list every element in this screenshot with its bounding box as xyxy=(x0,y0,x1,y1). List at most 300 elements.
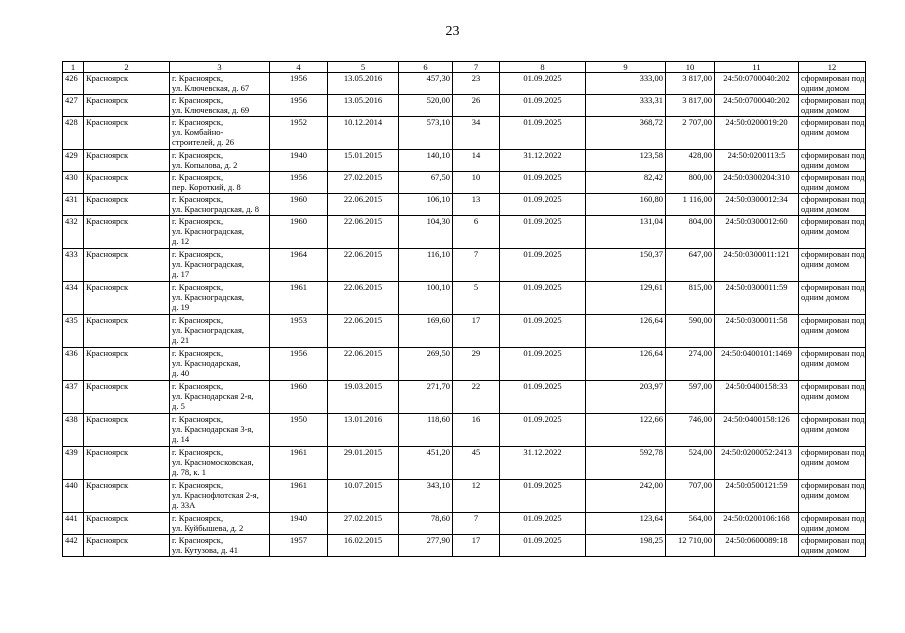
note-cell xyxy=(799,414,866,447)
deadline-cell: 01.09.2025 xyxy=(500,480,586,513)
address-cell xyxy=(170,414,270,447)
note-cell-line: одним домом xyxy=(801,391,850,401)
table-row xyxy=(63,73,866,95)
deadline-cell: 31.12.2022 xyxy=(500,447,586,480)
count-cell: 17 xyxy=(453,535,500,557)
date-cell: 22.06.2015 xyxy=(328,216,399,249)
note-cell xyxy=(799,282,866,315)
table-row xyxy=(63,381,866,414)
column-header: 4 xyxy=(270,62,328,73)
city-cell: Красноярск xyxy=(84,414,170,447)
city-cell: Красноярск xyxy=(84,535,170,557)
date-cell: 22.06.2015 xyxy=(328,194,399,216)
city-cell: Красноярск xyxy=(84,447,170,480)
rate-cell: 123,58 xyxy=(586,150,666,172)
column-number-row xyxy=(63,62,866,73)
row-number: 441 xyxy=(63,513,84,535)
deadline-cell: 01.09.2025 xyxy=(500,348,586,381)
build-year-cell: 1961 xyxy=(270,480,328,513)
build-year-cell: 1961 xyxy=(270,282,328,315)
table-row xyxy=(63,513,866,535)
note-cell-line: одним домом xyxy=(801,457,850,467)
area-cell: 277,90 xyxy=(399,535,453,557)
address-cell-line: д. 19 xyxy=(172,302,190,312)
address-cell-line: д. 21 xyxy=(172,335,190,345)
cadastral-number-cell: 24:50:0400101:1469 xyxy=(715,348,799,381)
note-cell-line: сформирован под xyxy=(801,447,865,457)
address-cell xyxy=(170,535,270,557)
note-cell-line: сформирован под xyxy=(801,348,865,358)
column-header: 12 xyxy=(799,62,866,73)
cost-cell: 815,00 xyxy=(666,282,715,315)
cost-cell: 3 817,00 xyxy=(666,73,715,95)
cadastral-number-cell: 24:50:0300011:121 xyxy=(715,249,799,282)
count-cell: 34 xyxy=(453,117,500,150)
address-cell-line: г. Красноярск, xyxy=(172,535,224,545)
city-cell: Красноярск xyxy=(84,249,170,282)
note-cell-line: сформирован под xyxy=(801,513,865,523)
city-cell: Красноярск xyxy=(84,117,170,150)
rate-cell: 123,64 xyxy=(586,513,666,535)
address-cell xyxy=(170,194,270,216)
note-cell-line: одним домом xyxy=(801,105,850,115)
table-row xyxy=(63,216,866,249)
table-row xyxy=(63,282,866,315)
rate-cell: 129,61 xyxy=(586,282,666,315)
address-cell xyxy=(170,117,270,150)
column-header: 7 xyxy=(453,62,500,73)
address-cell-line: д. 5 xyxy=(172,401,185,411)
note-cell-line: одним домом xyxy=(801,545,850,555)
area-cell: 78,60 xyxy=(399,513,453,535)
address-cell-line: г. Красноярск, xyxy=(172,249,224,259)
address-cell xyxy=(170,447,270,480)
address-cell-line: г. Красноярск, xyxy=(172,348,224,358)
note-cell xyxy=(799,381,866,414)
area-cell: 140,10 xyxy=(399,150,453,172)
address-cell-line: ул. Красноградская, д. 8 xyxy=(172,204,259,214)
cost-cell: 746,00 xyxy=(666,414,715,447)
deadline-cell: 01.09.2025 xyxy=(500,315,586,348)
build-year-cell: 1960 xyxy=(270,216,328,249)
cost-cell: 590,00 xyxy=(666,315,715,348)
rate-cell: 242,00 xyxy=(586,480,666,513)
note-cell-line: одним домом xyxy=(801,83,850,93)
housing-registry-table xyxy=(62,61,866,557)
note-cell-line: одним домом xyxy=(801,226,850,236)
cadastral-number-cell: 24:50:0700040:202 xyxy=(715,95,799,117)
note-cell xyxy=(799,447,866,480)
address-cell xyxy=(170,381,270,414)
address-cell-line: г. Красноярск, xyxy=(172,480,224,490)
cost-cell: 3 817,00 xyxy=(666,95,715,117)
note-cell-line: сформирован под xyxy=(801,172,865,182)
address-cell-line: ул. Красноградская, xyxy=(172,259,245,269)
rate-cell: 592,78 xyxy=(586,447,666,480)
deadline-cell: 01.09.2025 xyxy=(500,194,586,216)
count-cell: 29 xyxy=(453,348,500,381)
build-year-cell: 1940 xyxy=(270,513,328,535)
rate-cell: 203,97 xyxy=(586,381,666,414)
rate-cell: 333,31 xyxy=(586,95,666,117)
build-year-cell: 1957 xyxy=(270,535,328,557)
cost-cell: 524,00 xyxy=(666,447,715,480)
note-cell-line: сформирован под xyxy=(801,216,865,226)
rate-cell: 160,80 xyxy=(586,194,666,216)
row-number: 433 xyxy=(63,249,84,282)
area-cell: 451,20 xyxy=(399,447,453,480)
city-cell: Красноярск xyxy=(84,216,170,249)
note-cell xyxy=(799,117,866,150)
column-header: 5 xyxy=(328,62,399,73)
rate-cell: 131,04 xyxy=(586,216,666,249)
address-cell-line: д. 33А xyxy=(172,500,196,510)
column-header: 6 xyxy=(399,62,453,73)
deadline-cell: 01.09.2025 xyxy=(500,381,586,414)
address-cell-line: ул. Ключевская, д. 67 xyxy=(172,83,250,93)
address-cell xyxy=(170,513,270,535)
page-number: 23 xyxy=(445,24,460,39)
rate-cell: 368,72 xyxy=(586,117,666,150)
address-cell-line: ул. Красноградская, xyxy=(172,226,245,236)
column-header: 11 xyxy=(715,62,799,73)
note-cell xyxy=(799,315,866,348)
note-cell xyxy=(799,535,866,557)
cost-cell: 597,00 xyxy=(666,381,715,414)
row-number: 435 xyxy=(63,315,84,348)
cadastral-number-cell: 24:50:0200019:20 xyxy=(715,117,799,150)
city-cell: Красноярск xyxy=(84,282,170,315)
note-cell-line: одним домом xyxy=(801,182,850,192)
address-cell xyxy=(170,348,270,381)
count-cell: 45 xyxy=(453,447,500,480)
note-cell-line: одним домом xyxy=(801,127,850,137)
table-row xyxy=(63,447,866,480)
build-year-cell: 1940 xyxy=(270,150,328,172)
row-number: 437 xyxy=(63,381,84,414)
count-cell: 5 xyxy=(453,282,500,315)
note-cell-line: одним домом xyxy=(801,424,850,434)
date-cell: 13.05.2016 xyxy=(328,73,399,95)
address-cell-line: г. Красноярск, xyxy=(172,381,224,391)
address-cell-line: г. Красноярск, xyxy=(172,194,224,204)
rate-cell: 82,42 xyxy=(586,172,666,194)
rate-cell: 198,25 xyxy=(586,535,666,557)
cost-cell: 804,00 xyxy=(666,216,715,249)
count-cell: 17 xyxy=(453,315,500,348)
table-row xyxy=(63,172,866,194)
address-cell-line: д. 78, к. 1 xyxy=(172,467,206,477)
area-cell: 520,00 xyxy=(399,95,453,117)
address-cell-line: г. Красноярск, xyxy=(172,414,224,424)
city-cell: Красноярск xyxy=(84,480,170,513)
area-cell: 169,60 xyxy=(399,315,453,348)
note-cell-line: сформирован под xyxy=(801,535,865,545)
table-row xyxy=(63,315,866,348)
address-cell-line: г. Красноярск, xyxy=(172,117,224,127)
deadline-cell: 01.09.2025 xyxy=(500,414,586,447)
column-header: 3 xyxy=(170,62,270,73)
count-cell: 12 xyxy=(453,480,500,513)
address-cell xyxy=(170,480,270,513)
date-cell: 19.03.2015 xyxy=(328,381,399,414)
address-cell-line: г. Красноярск, xyxy=(172,95,224,105)
date-cell: 10.07.2015 xyxy=(328,480,399,513)
note-cell-line: одним домом xyxy=(801,523,850,533)
deadline-cell: 01.09.2025 xyxy=(500,216,586,249)
row-number: 429 xyxy=(63,150,84,172)
date-cell: 15.01.2015 xyxy=(328,150,399,172)
note-cell xyxy=(799,150,866,172)
address-cell xyxy=(170,172,270,194)
cost-cell: 564,00 xyxy=(666,513,715,535)
cadastral-number-cell: 24:50:0200113:5 xyxy=(715,150,799,172)
table-row xyxy=(63,414,866,447)
address-cell xyxy=(170,249,270,282)
table-row xyxy=(63,348,866,381)
area-cell: 104,30 xyxy=(399,216,453,249)
count-cell: 23 xyxy=(453,73,500,95)
build-year-cell: 1960 xyxy=(270,381,328,414)
cost-cell: 800,00 xyxy=(666,172,715,194)
address-cell-line: ул. Кутузова, д. 41 xyxy=(172,545,239,555)
table-row xyxy=(63,117,866,150)
row-number: 432 xyxy=(63,216,84,249)
address-cell xyxy=(170,315,270,348)
city-cell: Красноярск xyxy=(84,73,170,95)
date-cell: 22.06.2015 xyxy=(328,315,399,348)
address-cell-line: г. Красноярск, xyxy=(172,172,224,182)
address-cell-line: д. 12 xyxy=(172,236,190,246)
row-number: 442 xyxy=(63,535,84,557)
date-cell: 22.06.2015 xyxy=(328,282,399,315)
build-year-cell: 1956 xyxy=(270,172,328,194)
area-cell: 573,10 xyxy=(399,117,453,150)
date-cell: 13.05.2016 xyxy=(328,95,399,117)
date-cell: 13.01.2016 xyxy=(328,414,399,447)
address-cell-line: ул. Копылова, д. 2 xyxy=(172,160,238,170)
date-cell: 27.02.2015 xyxy=(328,513,399,535)
count-cell: 14 xyxy=(453,150,500,172)
note-cell-line: одним домом xyxy=(801,358,850,368)
area-cell: 343,10 xyxy=(399,480,453,513)
note-cell xyxy=(799,194,866,216)
address-cell-line: д. 14 xyxy=(172,434,190,444)
address-cell-line: г. Красноярск, xyxy=(172,513,224,523)
area-cell: 118,60 xyxy=(399,414,453,447)
area-cell: 100,10 xyxy=(399,282,453,315)
build-year-cell: 1956 xyxy=(270,73,328,95)
city-cell: Красноярск xyxy=(84,194,170,216)
address-cell xyxy=(170,150,270,172)
address-cell-line: г. Красноярск, xyxy=(172,282,224,292)
date-cell: 22.06.2015 xyxy=(328,348,399,381)
rate-cell: 150,37 xyxy=(586,249,666,282)
city-cell: Красноярск xyxy=(84,150,170,172)
address-cell-line: ул. Красноградская, xyxy=(172,292,245,302)
address-cell-line: ул. Краснофлотская 2-я, xyxy=(172,490,259,500)
cost-cell: 12 710,00 xyxy=(666,535,715,557)
deadline-cell: 01.09.2025 xyxy=(500,249,586,282)
cadastral-number-cell: 24:50:0600089:18 xyxy=(715,535,799,557)
date-cell: 16.02.2015 xyxy=(328,535,399,557)
count-cell: 6 xyxy=(453,216,500,249)
build-year-cell: 1961 xyxy=(270,447,328,480)
note-cell-line: сформирован под xyxy=(801,249,865,259)
row-number: 439 xyxy=(63,447,84,480)
column-header: 8 xyxy=(500,62,586,73)
area-cell: 106,10 xyxy=(399,194,453,216)
note-cell xyxy=(799,513,866,535)
build-year-cell: 1956 xyxy=(270,95,328,117)
note-cell-line: сформирован под xyxy=(801,73,865,83)
count-cell: 7 xyxy=(453,513,500,535)
note-cell-line: одним домом xyxy=(801,325,850,335)
address-cell-line: г. Красноярск, xyxy=(172,447,224,457)
rate-cell: 333,00 xyxy=(586,73,666,95)
cost-cell: 1 116,00 xyxy=(666,194,715,216)
note-cell-line: сформирован под xyxy=(801,381,865,391)
date-cell: 27.02.2015 xyxy=(328,172,399,194)
city-cell: Красноярск xyxy=(84,381,170,414)
address-cell xyxy=(170,95,270,117)
note-cell-line: сформирован под xyxy=(801,194,865,204)
column-header: 1 xyxy=(63,62,84,73)
cost-cell: 707,00 xyxy=(666,480,715,513)
count-cell: 10 xyxy=(453,172,500,194)
row-number: 431 xyxy=(63,194,84,216)
column-header: 9 xyxy=(586,62,666,73)
note-cell xyxy=(799,216,866,249)
row-number: 440 xyxy=(63,480,84,513)
build-year-cell: 1964 xyxy=(270,249,328,282)
column-header: 2 xyxy=(84,62,170,73)
date-cell: 10.12.2014 xyxy=(328,117,399,150)
note-cell-line: сформирован под xyxy=(801,315,865,325)
address-cell-line: д. 40 xyxy=(172,368,190,378)
cost-cell: 2 707,00 xyxy=(666,117,715,150)
count-cell: 13 xyxy=(453,194,500,216)
note-cell-line: сформирован под xyxy=(801,414,865,424)
city-cell: Красноярск xyxy=(84,95,170,117)
row-number: 438 xyxy=(63,414,84,447)
address-cell-line: ул. Комбайно- xyxy=(172,127,224,137)
address-cell-line: г. Красноярск, xyxy=(172,150,224,160)
address-cell-line: ул. Краснодарская 2-я, xyxy=(172,391,254,401)
deadline-cell: 01.09.2025 xyxy=(500,95,586,117)
date-cell: 29.01.2015 xyxy=(328,447,399,480)
column-header: 10 xyxy=(666,62,715,73)
count-cell: 16 xyxy=(453,414,500,447)
note-cell xyxy=(799,348,866,381)
note-cell xyxy=(799,480,866,513)
address-cell-line: ул. Краснодарская 3-я, xyxy=(172,424,254,434)
table-row xyxy=(63,194,866,216)
build-year-cell: 1960 xyxy=(270,194,328,216)
build-year-cell: 1950 xyxy=(270,414,328,447)
row-number: 430 xyxy=(63,172,84,194)
date-cell: 22.06.2015 xyxy=(328,249,399,282)
note-cell xyxy=(799,249,866,282)
city-cell: Красноярск xyxy=(84,513,170,535)
note-cell xyxy=(799,73,866,95)
cadastral-number-cell: 24:50:0300011:59 xyxy=(715,282,799,315)
address-cell xyxy=(170,73,270,95)
cadastral-number-cell: 24:50:0200106:168 xyxy=(715,513,799,535)
deadline-cell: 01.09.2025 xyxy=(500,513,586,535)
cost-cell: 428,00 xyxy=(666,150,715,172)
note-cell-line: сформирован под xyxy=(801,117,865,127)
note-cell-line: одним домом xyxy=(801,160,850,170)
cadastral-number-cell: 24:50:0300012:34 xyxy=(715,194,799,216)
deadline-cell: 01.09.2025 xyxy=(500,282,586,315)
city-cell: Красноярск xyxy=(84,315,170,348)
cadastral-number-cell: 24:50:0400158:126 xyxy=(715,414,799,447)
build-year-cell: 1953 xyxy=(270,315,328,348)
address-cell-line: ул. Краснодарская, xyxy=(172,358,241,368)
note-cell xyxy=(799,172,866,194)
build-year-cell: 1956 xyxy=(270,348,328,381)
area-cell: 67,50 xyxy=(399,172,453,194)
row-number: 427 xyxy=(63,95,84,117)
cadastral-number-cell: 24:50:0700040:202 xyxy=(715,73,799,95)
rate-cell: 122,66 xyxy=(586,414,666,447)
table-row xyxy=(63,95,866,117)
deadline-cell: 01.09.2025 xyxy=(500,117,586,150)
cost-cell: 274,00 xyxy=(666,348,715,381)
area-cell: 271,70 xyxy=(399,381,453,414)
address-cell-line: д. 17 xyxy=(172,269,190,279)
table-row xyxy=(63,535,866,557)
cadastral-number-cell: 24:50:0300012:60 xyxy=(715,216,799,249)
cadastral-number-cell: 24:50:0300011:58 xyxy=(715,315,799,348)
address-cell-line: ул. Красномосковская, xyxy=(172,457,254,467)
deadline-cell: 31.12.2022 xyxy=(500,150,586,172)
area-cell: 116,10 xyxy=(399,249,453,282)
row-number: 434 xyxy=(63,282,84,315)
build-year-cell: 1952 xyxy=(270,117,328,150)
address-cell-line: г. Красноярск, xyxy=(172,216,224,226)
area-cell: 269,50 xyxy=(399,348,453,381)
note-cell-line: сформирован под xyxy=(801,480,865,490)
table-body xyxy=(63,73,866,557)
address-cell-line: г. Красноярск, xyxy=(172,315,224,325)
table-row xyxy=(63,150,866,172)
area-cell: 457,30 xyxy=(399,73,453,95)
cadastral-number-cell: 24:50:0300204:310 xyxy=(715,172,799,194)
note-cell xyxy=(799,95,866,117)
rate-cell: 126,64 xyxy=(586,315,666,348)
note-cell-line: сформирован под xyxy=(801,150,865,160)
address-cell-line: ул. Красноградская, xyxy=(172,325,245,335)
row-number: 436 xyxy=(63,348,84,381)
address-cell xyxy=(170,282,270,315)
cost-cell: 647,00 xyxy=(666,249,715,282)
note-cell-line: одним домом xyxy=(801,204,850,214)
address-cell-line: пер. Короткий, д. 8 xyxy=(172,182,241,192)
address-cell-line: г. Красноярск, xyxy=(172,73,224,83)
count-cell: 7 xyxy=(453,249,500,282)
deadline-cell: 01.09.2025 xyxy=(500,73,586,95)
count-cell: 22 xyxy=(453,381,500,414)
note-cell-line: одним домом xyxy=(801,292,850,302)
count-cell: 26 xyxy=(453,95,500,117)
note-cell-line: сформирован под xyxy=(801,282,865,292)
cadastral-number-cell: 24:50:0500121:59 xyxy=(715,480,799,513)
address-cell xyxy=(170,216,270,249)
note-cell-line: одним домом xyxy=(801,259,850,269)
city-cell: Красноярск xyxy=(84,172,170,194)
